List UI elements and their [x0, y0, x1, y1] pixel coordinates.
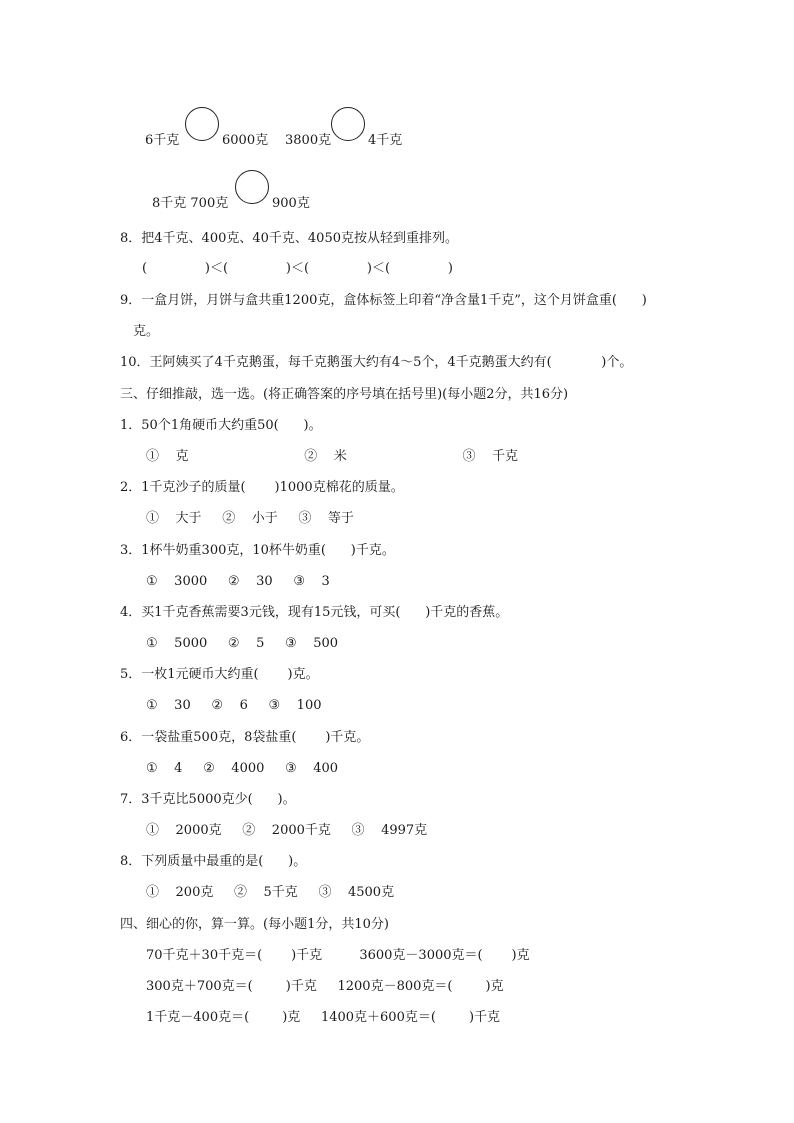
fill-q9-line2: 克。: [133, 324, 160, 339]
s3-q2: 2．1千克沙子的质量( )1000克棉花的质量。: [120, 480, 404, 495]
s3-q6: 6．一袋盐重500克，8袋盐重( )千克。: [120, 730, 370, 745]
compare-2a-right: 900克: [272, 196, 310, 211]
s4-row-3[interactable]: 1千克－400克＝( )克 1400克＋600克＝( )千克: [146, 1010, 501, 1025]
s4-row-1[interactable]: 70千克＋30千克＝( )千克 3600克－3000克＝( )克: [146, 948, 530, 963]
compare-1a-left: 6千克: [145, 133, 180, 148]
compare-1a-right: 6000克: [222, 133, 269, 148]
compare-1b-right: 4千克: [368, 133, 403, 148]
s3-q6-options[interactable]: ① 4 ② 4000 ③ 400: [146, 761, 339, 776]
s3-q8-options[interactable]: ① 200克 ② 5千克 ③ 4500克: [146, 885, 395, 900]
s3-q3-options[interactable]: ① 3000 ② 30 ③ 3: [146, 574, 330, 589]
s3-q7-options[interactable]: ① 2000克 ② 2000千克 ③ 4997克: [146, 823, 428, 838]
section3-heading: 三、仔细推敲，选一选。(将正确答案的序号填在括号里)(每小题2分，共16分): [120, 387, 569, 402]
fill-q8-blanks[interactable]: ( )＜( )＜( )＜( ): [142, 261, 453, 276]
s3-q1-options[interactable]: ① 克 ② 米 ③ 千克: [146, 449, 518, 464]
fill-q9-line1: 9．一盒月饼，月饼与盒共重1200克，盒体标签上印着“净含量1千克”，这个月饼盒重( ): [120, 293, 647, 308]
compare-1b-left: 3800克: [285, 133, 332, 148]
s3-q2-options[interactable]: ① 大于 ② 小于 ③ 等于: [146, 511, 354, 526]
s3-q5: 5．一枚1元硬币大约重( )克。: [120, 667, 319, 682]
compare-circle-1b[interactable]: [331, 107, 365, 141]
s4-row-2[interactable]: 300克＋700克＝( )千克 1200克－800克＝( )克: [146, 979, 504, 994]
s3-q7: 7．3千克比5000克少( )。: [120, 792, 296, 807]
s3-q1: 1．50个1角硬币大约重50( )。: [120, 418, 322, 433]
fill-q8-text: 8．把4千克、400克、40千克、4050克按从轻到重排列。: [120, 231, 458, 246]
s3-q3: 3．1杯牛奶重300克，10杯牛奶重( )千克。: [120, 543, 395, 558]
section4-heading: 四、细心的你，算一算。(每小题1分，共10分): [120, 917, 389, 932]
s3-q4-options[interactable]: ① 5000 ② 5 ③ 500: [146, 636, 339, 651]
s3-q4: 4．买1千克香蕉需要3元钱，现有15元钱，可买( )千克的香蕉。: [120, 605, 509, 620]
s3-q8: 8．下列质量中最重的是( )。: [120, 854, 307, 869]
s3-q5-options[interactable]: ① 30 ② 6 ③ 100: [146, 698, 322, 713]
compare-circle-2a[interactable]: [235, 170, 269, 204]
compare-2a-left: 8千克 700克: [152, 196, 229, 211]
fill-q10-text: 10．王阿姨买了4千克鹅蛋，每千克鹅蛋大约有4～5个，4千克鹅蛋大约有( )个。: [120, 355, 633, 370]
compare-circle-1a[interactable]: [185, 107, 219, 141]
